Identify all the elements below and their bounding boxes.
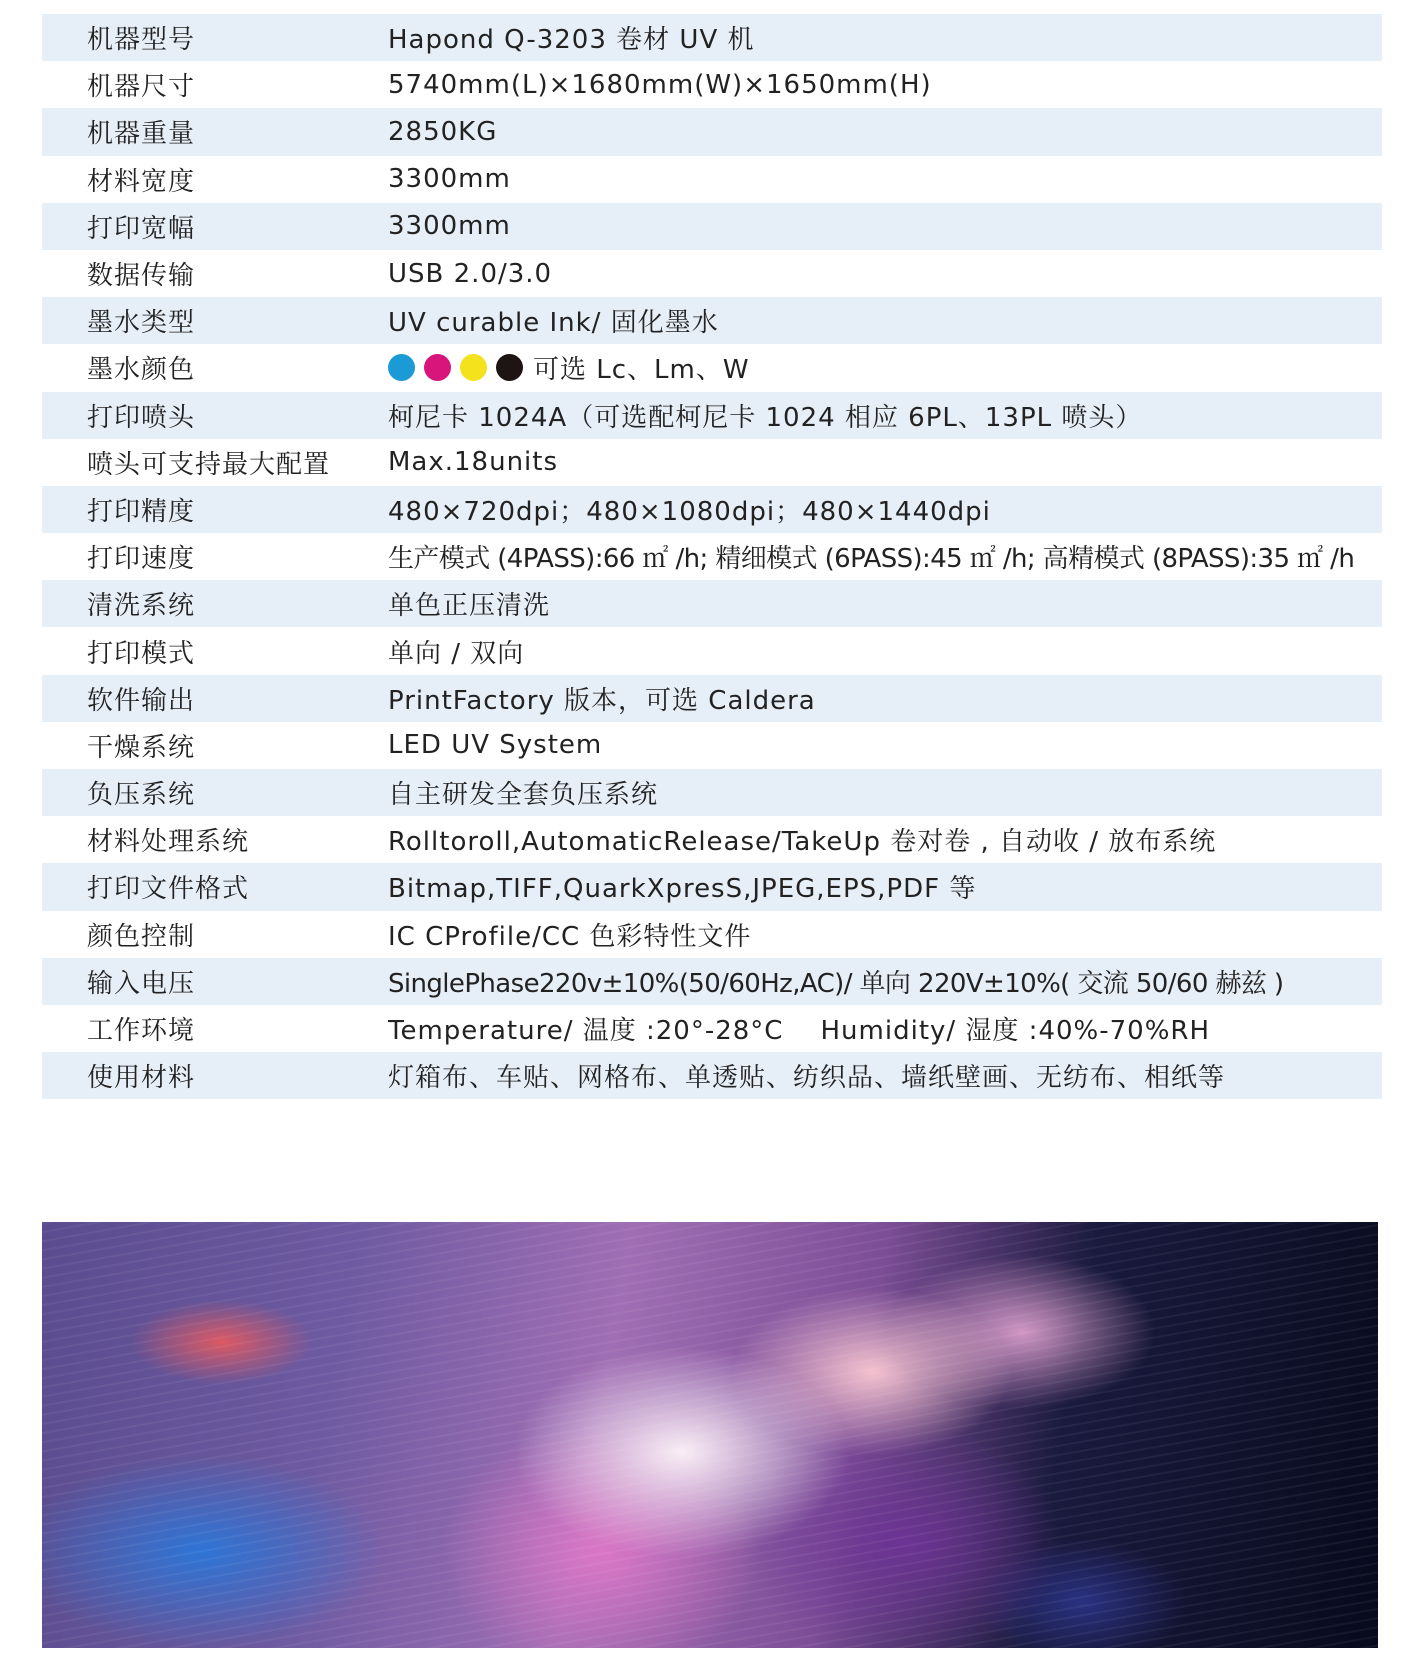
spec-value: 2850KG — [388, 116, 498, 147]
spec-value: Temperature/ 温度 :20°-28°C Humidity/ 湿度 :40%-70%RH — [388, 1016, 1211, 1047]
spec-value: 自主研发全套负压系统 — [388, 780, 659, 811]
spec-table — [42, 14, 1382, 1099]
spec-label: 打印宽幅 — [87, 213, 196, 244]
spec-label: 输入电压 — [87, 968, 196, 999]
spec-label: 打印文件格式 — [87, 874, 250, 905]
spec-label: 材料宽度 — [87, 166, 196, 197]
black-dot-icon — [496, 354, 523, 381]
ink-dots — [388, 354, 523, 381]
spec-row-materials — [42, 1052, 1382, 1099]
spec-value: 5740mm(L)×1680mm(W)×1650mm(H) — [388, 69, 932, 100]
spec-row-color-control — [42, 911, 1382, 958]
spec-label: 喷头可支持最大配置 — [87, 449, 331, 480]
spec-value: 柯尼卡 1024A（可选配柯尼卡 1024 相应 6PL、13PL 喷头） — [388, 402, 1143, 433]
spec-value: 生产模式 (4PASS):66 ㎡ /h; 精细模式 (6PASS):45 ㎡ /h; 高精模式 (8PASS):35 ㎡ /h — [388, 544, 1355, 575]
spec-value: 3300mm — [388, 211, 511, 242]
spec-label: 使用材料 — [87, 1063, 196, 1094]
cyan-dot-icon — [388, 354, 415, 381]
spec-value: UV curable Ink/ 固化墨水 — [388, 308, 719, 339]
spec-row-software — [42, 675, 1382, 722]
spec-row-input-voltage — [42, 958, 1382, 1005]
spec-row-ink-type — [42, 297, 1382, 344]
spec-row-vacuum — [42, 769, 1382, 816]
spec-label: 打印喷头 — [87, 402, 196, 433]
spec-row-cleaning — [42, 580, 1382, 627]
spec-value: SinglePhase220v±10%(50/60Hz,AC)/ 单向 220V±10%( 交流 50/60 赫兹 ) — [388, 968, 1284, 999]
spec-label: 清洗系统 — [87, 591, 196, 622]
spec-row-print-resolution — [42, 486, 1382, 533]
spec-label: 墨水颜色 — [87, 355, 196, 386]
banner-streaks — [42, 1222, 1378, 1648]
spec-value: IC CProfile/CC 色彩特性文件 — [388, 921, 752, 952]
spec-row-media-handling — [42, 816, 1382, 863]
yellow-dot-icon — [460, 354, 487, 381]
spec-label: 材料处理系统 — [87, 827, 250, 858]
spec-label: 打印模式 — [87, 638, 196, 669]
spec-row-print-speed — [42, 533, 1382, 580]
spec-label: 墨水类型 — [87, 308, 196, 339]
spec-row-file-formats — [42, 863, 1382, 910]
spec-value: 单向 / 双向 — [388, 638, 525, 669]
spec-row-environment — [42, 1005, 1382, 1052]
spec-value: Bitmap,TIFF,QuarkXpresS,JPEG,EPS,PDF 等 — [388, 874, 977, 905]
spec-row-ink-colors — [42, 344, 1382, 391]
spec-row-print-mode — [42, 627, 1382, 674]
spec-value: 3300mm — [388, 164, 511, 195]
abstract-banner-image — [42, 1222, 1378, 1648]
spec-row-model — [42, 14, 1382, 61]
spec-value: USB 2.0/3.0 — [388, 258, 553, 289]
ink-colors-text: 可选 Lc、Lm、W — [533, 355, 750, 386]
spec-value: Rolltoroll,AutomaticRelease/TakeUp 卷对卷 , 自动收 / 放布系统 — [388, 827, 1217, 858]
spec-label: 机器重量 — [87, 119, 196, 150]
spec-label: 负压系统 — [87, 780, 196, 811]
spec-value: PrintFactory 版本，可选 Caldera — [388, 685, 816, 716]
spec-row-data-transfer — [42, 250, 1382, 297]
spec-row-print-head — [42, 392, 1382, 439]
spec-row-dimensions — [42, 61, 1382, 108]
magenta-dot-icon — [424, 354, 451, 381]
spec-label: 打印速度 — [87, 544, 196, 575]
spec-row-print-width — [42, 203, 1382, 250]
spec-value: 灯箱布、车贴、网格布、单透贴、纺织品、墙纸壁画、无纺布、相纸等 — [388, 1063, 1226, 1094]
spec-label: 机器型号 — [87, 25, 196, 56]
spec-value: Hapond Q-3203 卷材 UV 机 — [388, 25, 755, 56]
spec-value: 单色正压清洗 — [388, 591, 551, 622]
spec-value-ink-colors — [388, 349, 1382, 386]
spec-row-material-width — [42, 156, 1382, 203]
spec-label: 颜色控制 — [87, 921, 196, 952]
spec-label: 软件输出 — [87, 685, 196, 716]
spec-value: 480×720dpi；480×1080dpi；480×1440dpi — [388, 496, 991, 527]
spec-value: Max.18units — [388, 447, 559, 478]
spec-row-max-config — [42, 439, 1382, 486]
spec-label: 机器尺寸 — [87, 72, 196, 103]
spec-value: LED UV System — [388, 730, 603, 761]
spec-row-weight — [42, 108, 1382, 155]
spec-label: 工作环境 — [87, 1016, 196, 1047]
spec-label: 打印精度 — [87, 496, 196, 527]
spec-row-drying — [42, 722, 1382, 769]
spec-label: 数据传输 — [87, 261, 196, 292]
spec-label: 干燥系统 — [87, 732, 196, 763]
